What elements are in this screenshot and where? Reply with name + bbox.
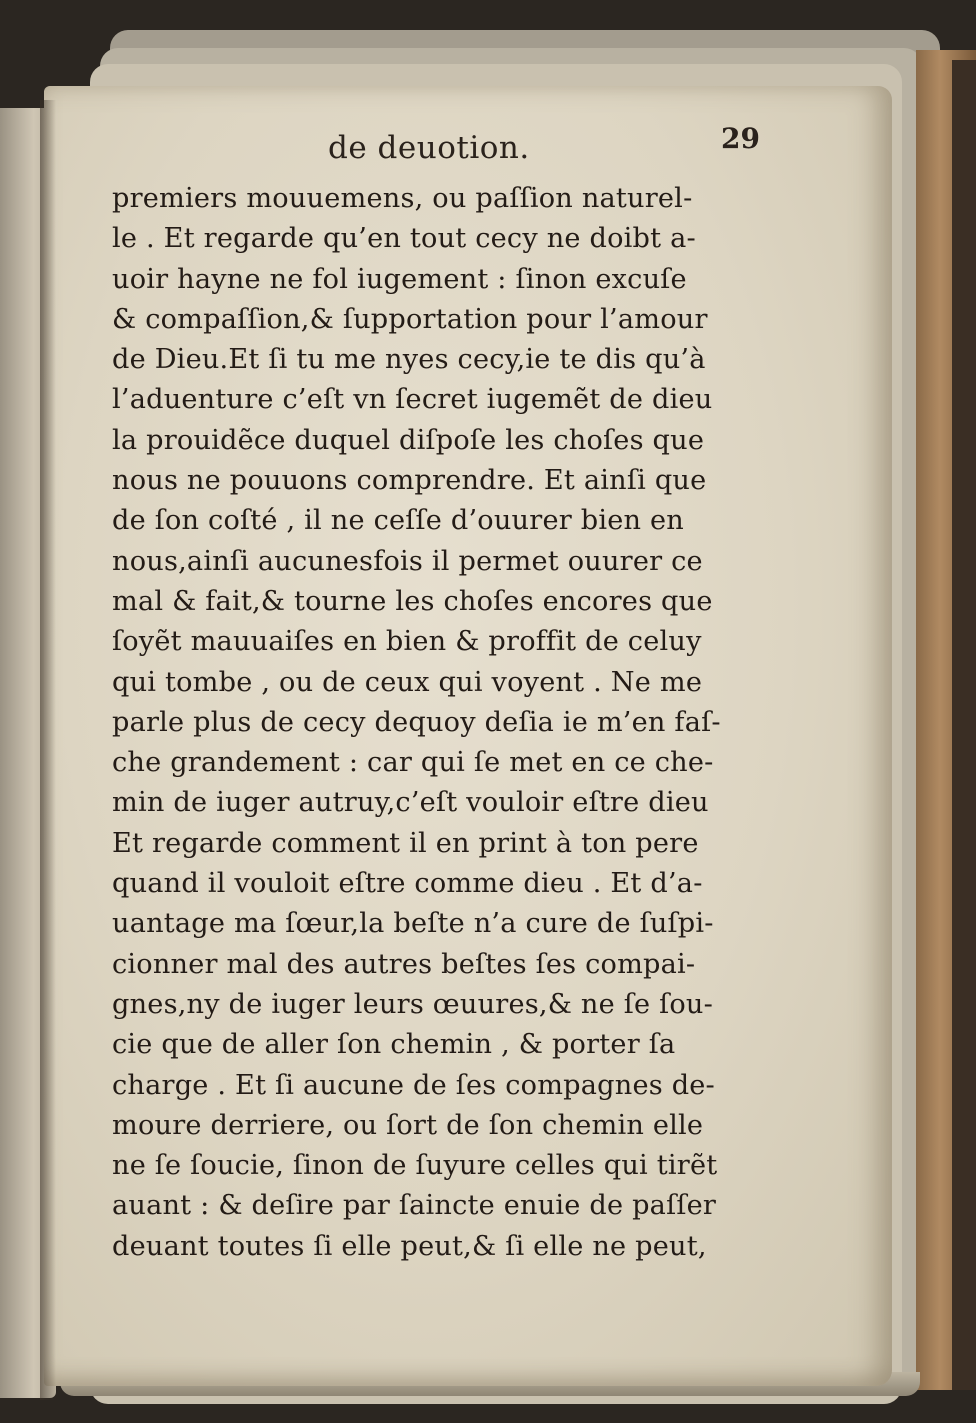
body-text: [112, 178, 792, 1266]
text-line: la prouidẽce duquel diſpoſe les choſes que: [112, 423, 705, 456]
text-line: ſoyẽt mauuaiſes en bien & proffit de celuy: [112, 625, 702, 658]
page-number: 29: [721, 122, 760, 155]
text-line: nous ne pouuons comprendre. Et ainſi que: [112, 464, 707, 497]
text-line: deuant toutes ſi elle peut,& ſi elle ne peut,: [112, 1229, 707, 1262]
page-header: [120, 122, 760, 172]
book-cover-shadow: [952, 60, 976, 1390]
text-line: charge . Et ſi aucune de ſes compagnes de-: [112, 1068, 715, 1101]
text-line: gnes,ny de iuger leurs œuures,& ne ſe ſou-: [112, 987, 713, 1020]
text-line: Et regarde comment il en print à ton pere: [112, 826, 699, 859]
text-line: le . Et regarde qu’en tout cecy ne doibt a-: [112, 222, 696, 255]
text-line: cie que de aller ſon chemin , & porter ſa: [112, 1028, 676, 1061]
text-line: auant : & deſire par ſaincte enuie de paſſer: [112, 1189, 717, 1222]
text-line: & compaſſion,& ſupportation pour l’amour: [112, 302, 708, 335]
text-line: parle plus de cecy dequoy deſia ie m’en faſ-: [112, 705, 721, 738]
text-line: nous,ainſi aucunesfois il permet ouurer ce: [112, 544, 703, 577]
running-title: de deuotion.: [328, 130, 530, 166]
text-line: de ſon coſté , il ne ceſſe d’ouurer bien en: [112, 504, 685, 537]
text-line: uantage ma ſœur,la beſte n’a cure de ſuſpi-: [112, 907, 714, 940]
text-line: quand il vouloit eſtre comme dieu . Et d’a-: [112, 867, 703, 900]
page-gutter: [40, 100, 56, 1400]
text-line: l’aduenture c’eſt vn ſecret iugemẽt de dieu: [112, 383, 713, 416]
text-line: che grandement : car qui ſe met en ce che-: [112, 746, 714, 779]
text-line: uoir hayne ne fol iugement : ſinon excuſe: [112, 262, 687, 295]
text-line: ne ſe ſoucie, ſinon de ſuyure celles qui tirẽt: [112, 1149, 718, 1182]
text-line: de Dieu.Et ſi tu me nyes cecy,ie te dis qu’à: [112, 343, 706, 376]
text-line: moure derriere, ou ſort de ſon chemin elle: [112, 1108, 704, 1141]
text-line: premiers mouuemens, ou paſſion naturel-: [112, 182, 693, 214]
text-line: qui tombe , ou de ceux qui voyent . Ne me: [112, 665, 703, 698]
text-line: cionner mal des autres beſtes ſes compai-: [112, 947, 696, 980]
text-line: min de iuger autruy,c’eſt vouloir eſtre dieu: [112, 786, 709, 819]
text-line: mal & fait,& tourne les choſes encores que: [112, 584, 713, 617]
